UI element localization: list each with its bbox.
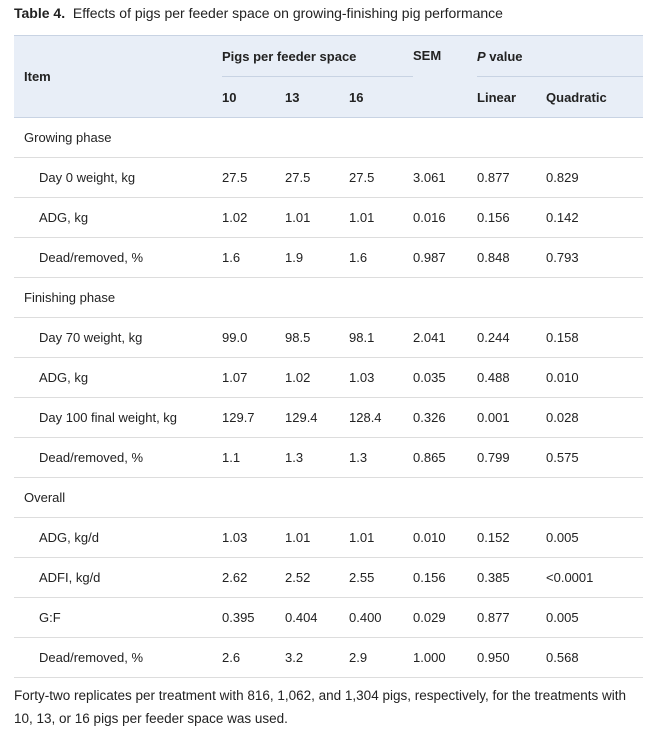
cell-value-16: 27.5 xyxy=(349,170,375,185)
cell-p-linear: 0.877 xyxy=(477,610,510,625)
cell-value-13: 129.4 xyxy=(285,410,318,425)
row-label: ADFI, kg/d xyxy=(39,570,101,585)
header-p-letter: P xyxy=(477,48,486,64)
table-row xyxy=(14,158,643,198)
row-label: ADG, kg xyxy=(39,370,89,385)
header-linear: Linear xyxy=(477,77,546,118)
cell-value-10: 2.62 xyxy=(222,570,248,585)
cell-sem: 0.156 xyxy=(413,570,446,585)
cell-value-10: 0.395 xyxy=(222,610,255,625)
cell-p-quadratic: 0.028 xyxy=(546,410,579,425)
cell-value-13: 1.02 xyxy=(285,370,311,385)
cell-value-13: 1.9 xyxy=(285,250,304,265)
cell-value-16: 1.03 xyxy=(349,370,375,385)
cell-p-linear: 0.877 xyxy=(477,170,510,185)
cell-value-10: 129.7 xyxy=(222,410,255,425)
table-row xyxy=(14,198,643,238)
cell-value-10: 2.6 xyxy=(222,650,241,665)
section-row xyxy=(14,478,643,518)
header-p-value xyxy=(477,36,643,77)
cell-p-quadratic: 0.142 xyxy=(546,210,579,225)
row-label: G:F xyxy=(39,610,61,625)
header-level-16: 16 xyxy=(349,77,413,118)
cell-sem: 0.029 xyxy=(413,610,446,625)
cell-p-linear: 0.001 xyxy=(477,410,510,425)
cell-sem: 2.041 xyxy=(413,330,446,345)
cell-value-13: 1.01 xyxy=(285,210,311,225)
table-row xyxy=(14,318,643,358)
cell-value-16: 1.6 xyxy=(349,250,368,265)
cell-value-10: 1.03 xyxy=(222,530,248,545)
cell-value-13: 2.52 xyxy=(285,570,311,585)
cell-value-13: 0.404 xyxy=(285,610,318,625)
table-header xyxy=(14,36,643,118)
row-label: Day 0 weight, kg xyxy=(39,170,136,185)
cell-p-linear: 0.488 xyxy=(477,370,510,385)
table-caption-title: Effects of pigs per feeder space on growing-finishing pig performance xyxy=(72,5,503,21)
table-row xyxy=(14,598,643,638)
section-row xyxy=(14,118,643,158)
cell-value-16: 1.3 xyxy=(349,450,368,465)
cell-value-13: 27.5 xyxy=(285,170,311,185)
cell-sem: 0.326 xyxy=(413,410,446,425)
cell-sem: 1.000 xyxy=(413,650,446,665)
cell-value-16: 0.400 xyxy=(349,610,382,625)
header-item: Item xyxy=(14,36,222,118)
row-label: ADG, kg xyxy=(39,210,89,225)
table-row xyxy=(14,518,643,558)
table-caption-label: Table 4. xyxy=(14,5,66,21)
cell-p-linear: 0.152 xyxy=(477,530,510,545)
cell-value-16: 1.01 xyxy=(349,210,375,225)
header-quadratic: Quadratic xyxy=(546,77,643,118)
table-row xyxy=(14,558,643,598)
section-title: Finishing phase xyxy=(24,290,116,305)
cell-p-quadratic: 0.005 xyxy=(546,610,579,625)
cell-sem: 3.061 xyxy=(413,170,446,185)
cell-sem: 0.010 xyxy=(413,530,446,545)
cell-p-linear: 0.950 xyxy=(477,650,510,665)
cell-sem: 0.865 xyxy=(413,450,446,465)
cell-p-quadratic: <0.0001 xyxy=(546,570,594,585)
header-sem: SEM xyxy=(413,36,477,118)
cell-p-linear: 0.156 xyxy=(477,210,510,225)
cell-value-10: 1.07 xyxy=(222,370,248,385)
section-title: Growing phase xyxy=(24,130,112,145)
cell-p-quadratic: 0.793 xyxy=(546,250,579,265)
row-label: Dead/removed, % xyxy=(39,450,144,465)
cell-value-13: 1.01 xyxy=(285,530,311,545)
cell-value-16: 2.9 xyxy=(349,650,368,665)
header-pigs-per-feeder-space: Pigs per feeder space xyxy=(222,36,413,77)
table-row xyxy=(14,638,643,678)
cell-value-16: 1.01 xyxy=(349,530,375,545)
table-row xyxy=(14,398,643,438)
cell-p-linear: 0.385 xyxy=(477,570,510,585)
table-row xyxy=(14,358,643,398)
cell-value-10: 1.6 xyxy=(222,250,241,265)
cell-value-13: 1.3 xyxy=(285,450,304,465)
section-title: Overall xyxy=(24,490,66,505)
cell-value-16: 2.55 xyxy=(349,570,375,585)
section-row xyxy=(14,278,643,318)
cell-value-10: 1.02 xyxy=(222,210,248,225)
row-label: Dead/removed, % xyxy=(39,250,144,265)
cell-sem: 0.016 xyxy=(413,210,446,225)
table-footnote: Forty-two replicates per treatment with 816, 1,062, and 1,304 pigs, respectively, for the treatments with 10, 13, or 16 pigs per feeder space was used. xyxy=(14,688,627,726)
row-label: Day 70 weight, kg xyxy=(39,330,143,345)
table-row xyxy=(14,438,643,478)
cell-value-13: 3.2 xyxy=(285,650,304,665)
cell-value-16: 98.1 xyxy=(349,330,375,345)
cell-p-linear: 0.799 xyxy=(477,450,510,465)
cell-sem: 0.035 xyxy=(413,370,446,385)
cell-value-10: 27.5 xyxy=(222,170,248,185)
cell-p-linear: 0.244 xyxy=(477,330,510,345)
cell-p-quadratic: 0.010 xyxy=(546,370,579,385)
row-label: ADG, kg/d xyxy=(39,530,99,545)
cell-sem: 0.987 xyxy=(413,250,446,265)
table-body xyxy=(14,118,643,678)
cell-p-quadratic: 0.568 xyxy=(546,650,579,665)
cell-p-linear: 0.848 xyxy=(477,250,510,265)
table-row xyxy=(14,238,643,278)
data-table xyxy=(14,35,643,678)
cell-p-quadratic: 0.829 xyxy=(546,170,579,185)
cell-p-quadratic: 0.575 xyxy=(546,450,579,465)
cell-value-10: 99.0 xyxy=(222,330,248,345)
cell-value-13: 98.5 xyxy=(285,330,311,345)
header-level-13: 13 xyxy=(285,77,349,118)
cell-value-16: 128.4 xyxy=(349,410,382,425)
cell-value-10: 1.1 xyxy=(222,450,241,465)
table-caption xyxy=(14,3,503,23)
cell-p-quadratic: 0.005 xyxy=(546,530,579,545)
header-level-10: 10 xyxy=(222,77,285,118)
header-p-rest: value xyxy=(485,48,523,64)
row-label: Dead/removed, % xyxy=(39,650,144,665)
row-label: Day 100 final weight, kg xyxy=(39,410,178,425)
cell-p-quadratic: 0.158 xyxy=(546,330,579,345)
